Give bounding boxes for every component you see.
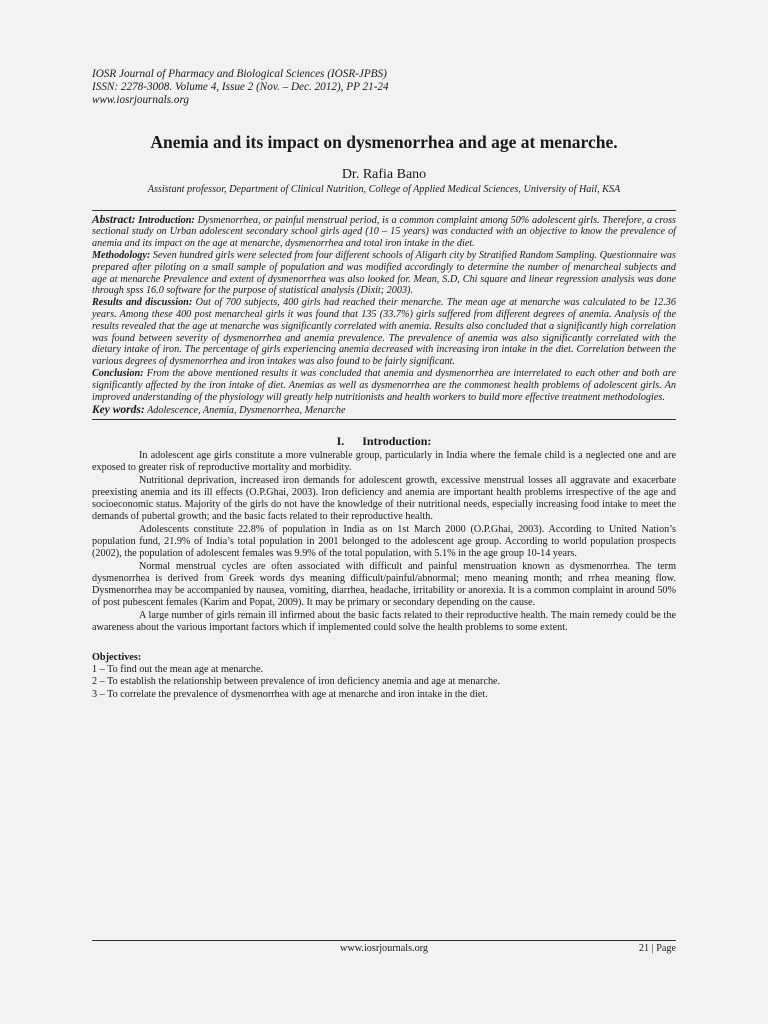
- keywords-text: Adolescence, Anemia, Dysmenorrhea, Menarche: [144, 405, 346, 417]
- abstract-conclusion: [92, 368, 676, 403]
- body-paragraph: Normal menstrual cycles are often associated with difficult and painful menstruation known as dysmenorrhea. The term dysmenorrhea is derived from Greek words dys meaning difficult/painful/abnormal; meno meaning month; and rrhea meaning flow. Dysmenorrhea may be accompanied by nausea, vomiting, diarrhea, headache, irritability or anorexia. It is a common complaint in around 50% of post pubescent females (Karim and Popat, 2009). It may be primary or secondary depending on the cause.: [92, 560, 676, 608]
- journal-url[interactable]: www.iosrjournals.org: [92, 94, 189, 107]
- journal-issn: ISSN: 2278-3008. Volume 4, Issue 2 (Nov. – Dec. 2012), PP 21-24: [92, 81, 389, 94]
- footer-divider: [92, 940, 676, 941]
- paper-title: Anemia and its impact on dysmenorrhea and age at menarche.: [150, 131, 618, 152]
- footer-site[interactable]: www.iosrjournals.org: [339, 943, 428, 954]
- objectives-heading: Objectives:: [92, 651, 142, 663]
- introduction-body: [92, 450, 676, 633]
- body-paragraph: Adolescents constitute 22.8% of population in India as on 1st March 2000 (O.P.Ghai, 2003). According to United Nation’s population fund, 21.9% of India’s total population in 2001 belonged to the adolescent age group. According to world population prospects (2002), the population of adolescent females was 9.9% of the total population, with 5.1% in the age group 10-14 years.: [92, 524, 676, 559]
- abstract: [92, 215, 676, 404]
- results-label: Results and discussion:: [92, 297, 193, 309]
- page-number: 21 | Page: [638, 943, 676, 954]
- journal-header: [92, 68, 676, 108]
- introduction-label: Introduction:: [138, 214, 195, 226]
- author-name: Dr. Rafia Bano: [341, 166, 427, 182]
- keywords-label: Key words:: [92, 404, 145, 417]
- journal-name: IOSR Journal of Pharmacy and Biological Sciences (IOSR-JPBS): [92, 68, 387, 80]
- abstract-introduction: [92, 215, 676, 250]
- objectives: [92, 652, 676, 702]
- abstract-methodology: [92, 250, 676, 297]
- body-paragraph: A large number of girls remain ill infirmed about the basic facts related to their reproductive health. The main remedy could be the awareness about the various important factors which if implemented could solve the health problems to some extent.: [92, 609, 676, 633]
- methodology-text: Seven hundred girls were selected from four different schools of Aligarh city by Stratified Random Sampling. Questionnaire was prepared after piloting on a small sample of population and was modified accordingly to determine the number of menarcheal subjects and age at menarche Prevalence and extent of dysmenorrhea was also looked for. Mean, S.D, Chi square and linear regression analysis was done through spss 16.0 software for the purpose of statistical analysis (Dixit; 2003).: [92, 250, 676, 297]
- author-affiliation: Assistant professor, Department of Clinical Nutrition, College of Applied Medical Sciences, University of Hail, KSA: [147, 183, 621, 195]
- objective-item: 3 – To correlate the prevalence of dysmenorrhea with age at menarche and iron intake in the diet.: [92, 688, 488, 700]
- header-divider: [92, 210, 676, 211]
- body-paragraph: Nutritional deprivation, increased iron demands for adolescent growth, excessive menstrual losses all aggravate and exacerbate preexisting anemia and its ill effects (O.P.Ghai, 2003). Iron deficiency and anemia are important health problems irrespective of the age and socioeconomic status. Majority of the girls do not have the knowledge of their nutritional needs, especially increasing food intake to meet the demands of pubertal growth; and the basic facts related to their reproductive health.: [92, 475, 676, 523]
- section-number: I.: [336, 434, 345, 449]
- introduction-text: Dysmenorrhea, or painful menstrual period, is a common complaint among 50% adolescent girls. Therefore, a cross sectional study on Urban adolescent secondary school girls aged (10 – 15 years) was conducted with an objective to know the prevalence of anemia and its impact on the age at menarche, dysmenorrhea and total iron intake in the diet.: [92, 214, 677, 250]
- body-paragraph: In adolescent age girls constitute a more vulnerable group, particularly in India where the female child is a neglected one and are exposed to greater risk of reproductive mortality and morbidity.: [92, 450, 676, 474]
- abstract-results: [92, 297, 676, 368]
- methodology-label: Methodology:: [92, 250, 151, 261]
- abstract-label: Abstract:: [92, 213, 136, 226]
- keywords: [92, 404, 676, 417]
- conclusion-label: Conclusion:: [92, 367, 144, 379]
- conclusion-text: From the above mentioned results it was concluded that anemia and dysmenorrhea are interrelated to each other and both are significantly affected by the iron intake of diet. Anemias as well as dysmenorrhea are the commonest health problems of adolescent girls. An improved understanding of the physiology will greatly help nutritionists and health workers to build more effective treatment methodologies.: [92, 367, 676, 403]
- abstract-divider: [92, 419, 676, 420]
- objective-item: 2 – To establish the relationship between prevalence of iron deficiency anemia and age at menarche.: [92, 676, 501, 688]
- objective-item: 1 – To find out the mean age at menarche.: [92, 664, 264, 676]
- section-title: Introduction:: [362, 434, 432, 449]
- results-text: Out of 700 subjects, 400 girls had reached their menarche. The mean age at menarche was calculated to be 12.36 years. Among these 400 post menarcheal girls it was found that 135 (33.7%) girls suffered from different degrees of anemia. Analysis of the results revealed that the age at menarche was significantly correlated with anemia. Results also concluded that a significantly high correlation was found between severity of dysmenorrhea and anemia prevalence. The prevalence of anemia was also significantly correlated with the dietary intake of iron. The percentage of girls experiencing anemia decreased with increasing iron intake in the diet. Correlation between the various degrees of dysmenorrhea and iron intakes was also found to be fairly significant.: [92, 297, 676, 368]
- section-heading-introduction: [92, 434, 676, 448]
